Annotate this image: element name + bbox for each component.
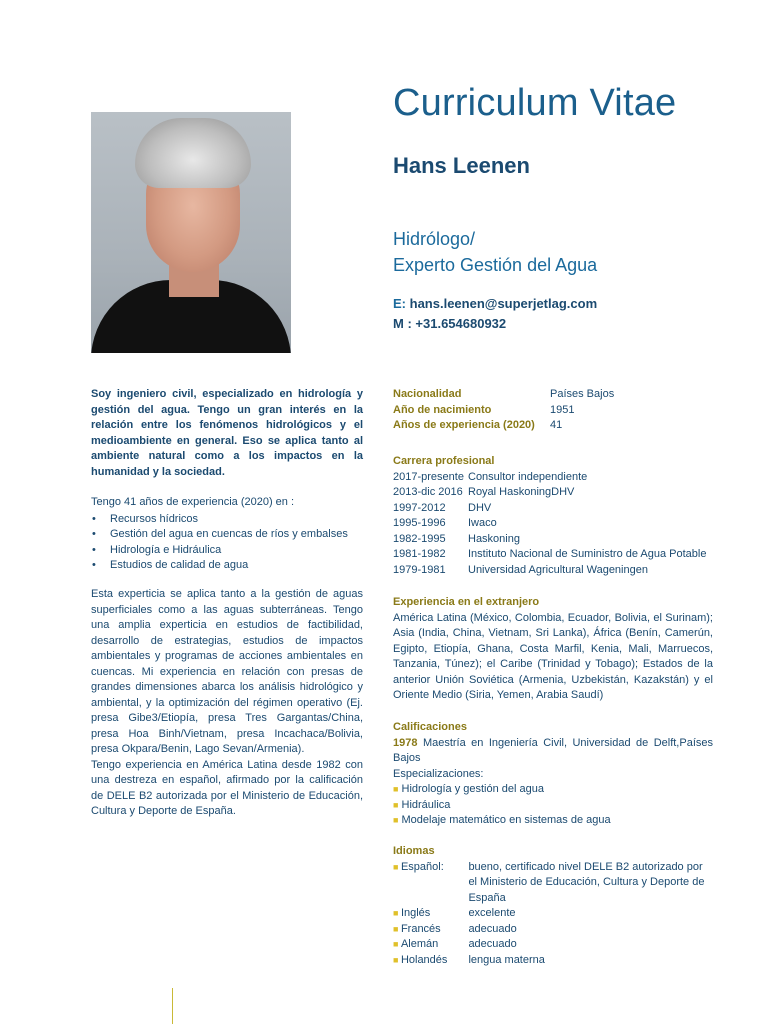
language-level: lengua materna (468, 953, 545, 966)
language-name: Francés (400, 922, 441, 935)
fact-row (393, 403, 713, 419)
abroad-text: América Latina (México, Colombia, Ecuador, Bolivia, el Surinam); Asia (India, China, Vietnam, Sri Lanka), África (Benín, Camerún, Egipto, Etiopía, Ghana, Costa Marfil, Kenia, Mali, Marruecos, Tanzania, Túnez); el Caribe (Trinidad y Tobago); Estados de la anterior Unión Soviética (Armenia, Uzbekistán, Kazakstán) y el Oriente Medio (Siria, Yemen, Arabia Saudí) (393, 611, 713, 701)
abroad-section (393, 595, 713, 704)
experience-list (91, 512, 363, 574)
language-level: bueno, certificado nivel DELE B2 autorizado por el Ministerio de Educación, Cultura y Deporte de España (468, 860, 705, 904)
fact-value: 1951 (550, 403, 575, 416)
career-years: 1981-1982 (393, 548, 446, 560)
experience-lead: Tengo 41 años de experiencia (2020) en : (91, 496, 295, 508)
language-row (393, 953, 713, 969)
personal-facts (393, 387, 713, 434)
career-years: 2017-presente (393, 470, 464, 483)
career-row (393, 563, 713, 579)
contact-block (393, 294, 597, 334)
language-row (393, 860, 713, 907)
degree-year: 1978 (393, 736, 418, 749)
career-row (393, 501, 713, 517)
square-bullet-icon: ■ (393, 954, 401, 965)
fact-row (393, 387, 713, 403)
languages-title: Idiomas (393, 845, 435, 857)
abroad-title: Experiencia en el extranjero (393, 596, 540, 608)
career-row (393, 470, 713, 486)
career-years: 1979-1981 (393, 563, 446, 576)
career-org: Instituto Nacional de Suministro de Agua Potable (468, 548, 707, 560)
career-org: Iwaco (468, 517, 497, 529)
career-years: 1997-2012 (393, 501, 446, 514)
mobile-line (393, 314, 597, 334)
language-row (393, 922, 713, 938)
language-name: Alemán (400, 938, 439, 950)
page-title: Curriculum Vitae (393, 82, 677, 124)
email-line (393, 294, 597, 314)
list-item: • Hidrología e Hidráulica (91, 543, 363, 559)
fact-row (393, 418, 713, 434)
language-row (393, 937, 713, 953)
career-years: 1982-1995 (393, 532, 446, 545)
language-name: Inglés (400, 907, 431, 919)
career-section (393, 454, 713, 578)
language-level: adecuado (468, 938, 517, 950)
list-item: • Gestión del agua en cuencas de ríos y embalses (91, 527, 363, 543)
intro-paragraph: Soy ingeniero civil, especializado en hidrología y gestión del agua. Tengo un gran interés en la relación entre los fenómenos hidrológicos y el medioambiente en general. Eso se aplica tanto al ambiente natural como a los impactos en la humanidad y la sociedad. (91, 388, 363, 478)
mobile-number[interactable]: +31.654680932 (415, 316, 507, 331)
person-name: Hans Leenen (393, 153, 530, 178)
square-bullet-icon: ■ (393, 784, 399, 794)
experience-intro (91, 495, 363, 574)
fact-value: Países Bajos (550, 388, 615, 400)
career-org: Universidad Agricultural Wageningen (468, 563, 648, 576)
square-bullet-icon: ■ (393, 815, 399, 825)
career-org: Haskoning (468, 532, 520, 545)
qualifications-title: Calificaciones (393, 721, 467, 733)
photo-hair (135, 118, 251, 188)
language-level: excelente (468, 907, 516, 919)
email-address[interactable]: hans.leenen@superjetlag.com (409, 296, 598, 311)
career-row (393, 516, 713, 532)
career-title: Carrera profesional (393, 455, 495, 467)
list-item: • Recursos hídricos (91, 512, 363, 528)
job-title-line-2: Experto Gestión del Agua (393, 255, 598, 275)
fact-label: Años de experiencia (2020) (393, 419, 535, 431)
spec-label: Hidrología y gestión del agua (401, 783, 544, 795)
footer-divider (172, 988, 173, 1024)
career-row (393, 532, 713, 548)
career-years: 2013-dic 2016 (393, 486, 463, 498)
email-label: E: (393, 296, 406, 311)
experience-description (91, 587, 363, 820)
square-bullet-icon: ■ (393, 861, 401, 872)
degree-text: Maestría en Ingeniería Civil, Universidad de Delft,Países Bajos (393, 736, 713, 764)
career-org: DHV (468, 501, 492, 514)
fact-value: 41 (550, 419, 563, 431)
career-years: 1995-1996 (393, 517, 446, 529)
mobile-label: M : (393, 316, 412, 331)
square-bullet-icon: ■ (393, 908, 401, 918)
fact-label: Nacionalidad (393, 388, 462, 400)
square-bullet-icon: ■ (393, 799, 399, 810)
list-item (393, 813, 713, 829)
languages-section (393, 844, 713, 968)
career-row (393, 547, 713, 563)
experience-paragraph-1: Esta experticia se aplica tanto a la gestión de aguas superficiales como a las aguas subterráneas. Tengo una amplia experticia en estudios de factibilidad, desarrollo de estrategias, estudios de impactos ambientales y programas de acciones ambientales en cuencas. Mi experiencia en relación con presas de grandes dimensiones abarca los análisis hidrológico y ambiental, y la optimización del régimen operativo (Ej. presa Gibe3/Etiopía, presa Tres Gargantas/China, presa Hoa Binh/Vietnam, presa Incachaca/Bolivia, presa Okpara/Benin, Lago Sevan/Armenia). (91, 588, 363, 755)
square-bullet-icon: ■ (393, 923, 401, 934)
language-name: Español: (400, 860, 444, 873)
job-title-line-1: Hidrólogo/ (393, 229, 476, 249)
qualifications-section (393, 720, 713, 829)
fact-label: Año de nacimiento (393, 403, 492, 416)
specializations-label: Especializaciones: (393, 767, 484, 780)
profile-photo (91, 112, 291, 353)
spec-label: Hidráulica (401, 798, 451, 811)
career-row (393, 485, 713, 501)
square-bullet-icon: ■ (393, 939, 401, 949)
job-title (393, 226, 597, 278)
spec-label: Modelaje matemático en sistemas de agua (401, 814, 611, 826)
list-item: • Estudios de calidad de agua (91, 558, 363, 574)
career-org: Consultor independiente (468, 470, 588, 483)
experience-paragraph-2: Tengo experiencia en América Latina desde 1982 con una destreza en español, afirmado por la calificación de DELE B2 autorizada por el Ministerio de Educación, Cultura y Deporte de España. (91, 758, 363, 817)
language-row (393, 906, 713, 922)
list-item (393, 798, 713, 814)
career-org: Royal HaskoningDHV (468, 486, 575, 498)
language-level: adecuado (468, 922, 517, 935)
list-item (393, 782, 713, 798)
degree-line (393, 736, 713, 767)
language-name: Holandés (400, 953, 448, 966)
